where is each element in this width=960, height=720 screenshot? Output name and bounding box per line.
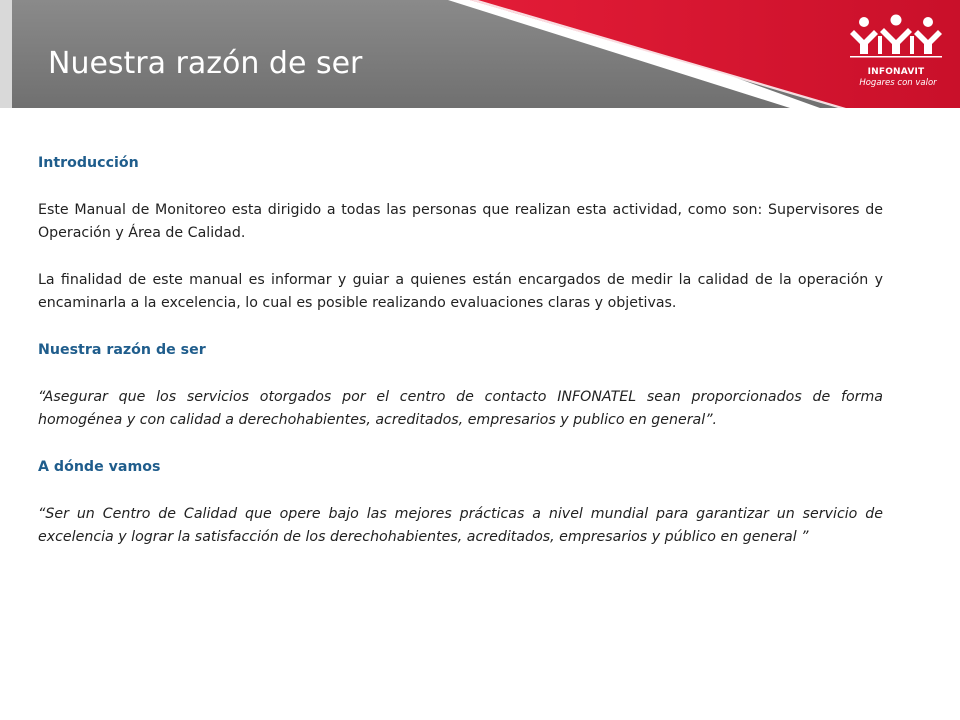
page-title: Nuestra razón de ser bbox=[48, 46, 363, 81]
vision-quote: “Ser un Centro de Calidad que opere bajo las mejores prácticas a nivel mundial para garantizar un servicio de excelencia y lograr la satisfacción de los derechohabientes, acreditados, empresarios y público en general ” bbox=[38, 506, 883, 545]
mission-heading: Nuestra razón de ser bbox=[38, 342, 206, 358]
slide-content bbox=[38, 152, 883, 549]
header-bar bbox=[0, 0, 960, 108]
intro-paragraph-1: Este Manual de Monitoreo esta dirigido a todas las personas que realizan esta actividad, como son: Supervisores de Operación y Área de Calidad. bbox=[38, 202, 883, 241]
logo-slogan: Hogares con valor bbox=[859, 78, 937, 88]
logo-name: INFONAVIT bbox=[867, 67, 925, 77]
mission-quote: “Asegurar que los servicios otorgados por el centro de contacto INFONATEL sean proporcionados de forma homogénea y con calidad a derechohabientes, acreditados, empresarios y publico en general”. bbox=[38, 389, 883, 428]
infonavit-logo bbox=[846, 14, 946, 94]
infonavit-logo-icon bbox=[846, 14, 946, 70]
vision-heading: A dónde vamos bbox=[38, 459, 161, 475]
intro-paragraph-2: La finalidad de este manual es informar y guiar a quienes están encargados de medir la calidad de la operación y encaminarla a la excelencia, lo cual es posible realizando evaluaciones claras y objetivas. bbox=[38, 272, 883, 311]
intro-heading: Introducción bbox=[38, 155, 139, 171]
